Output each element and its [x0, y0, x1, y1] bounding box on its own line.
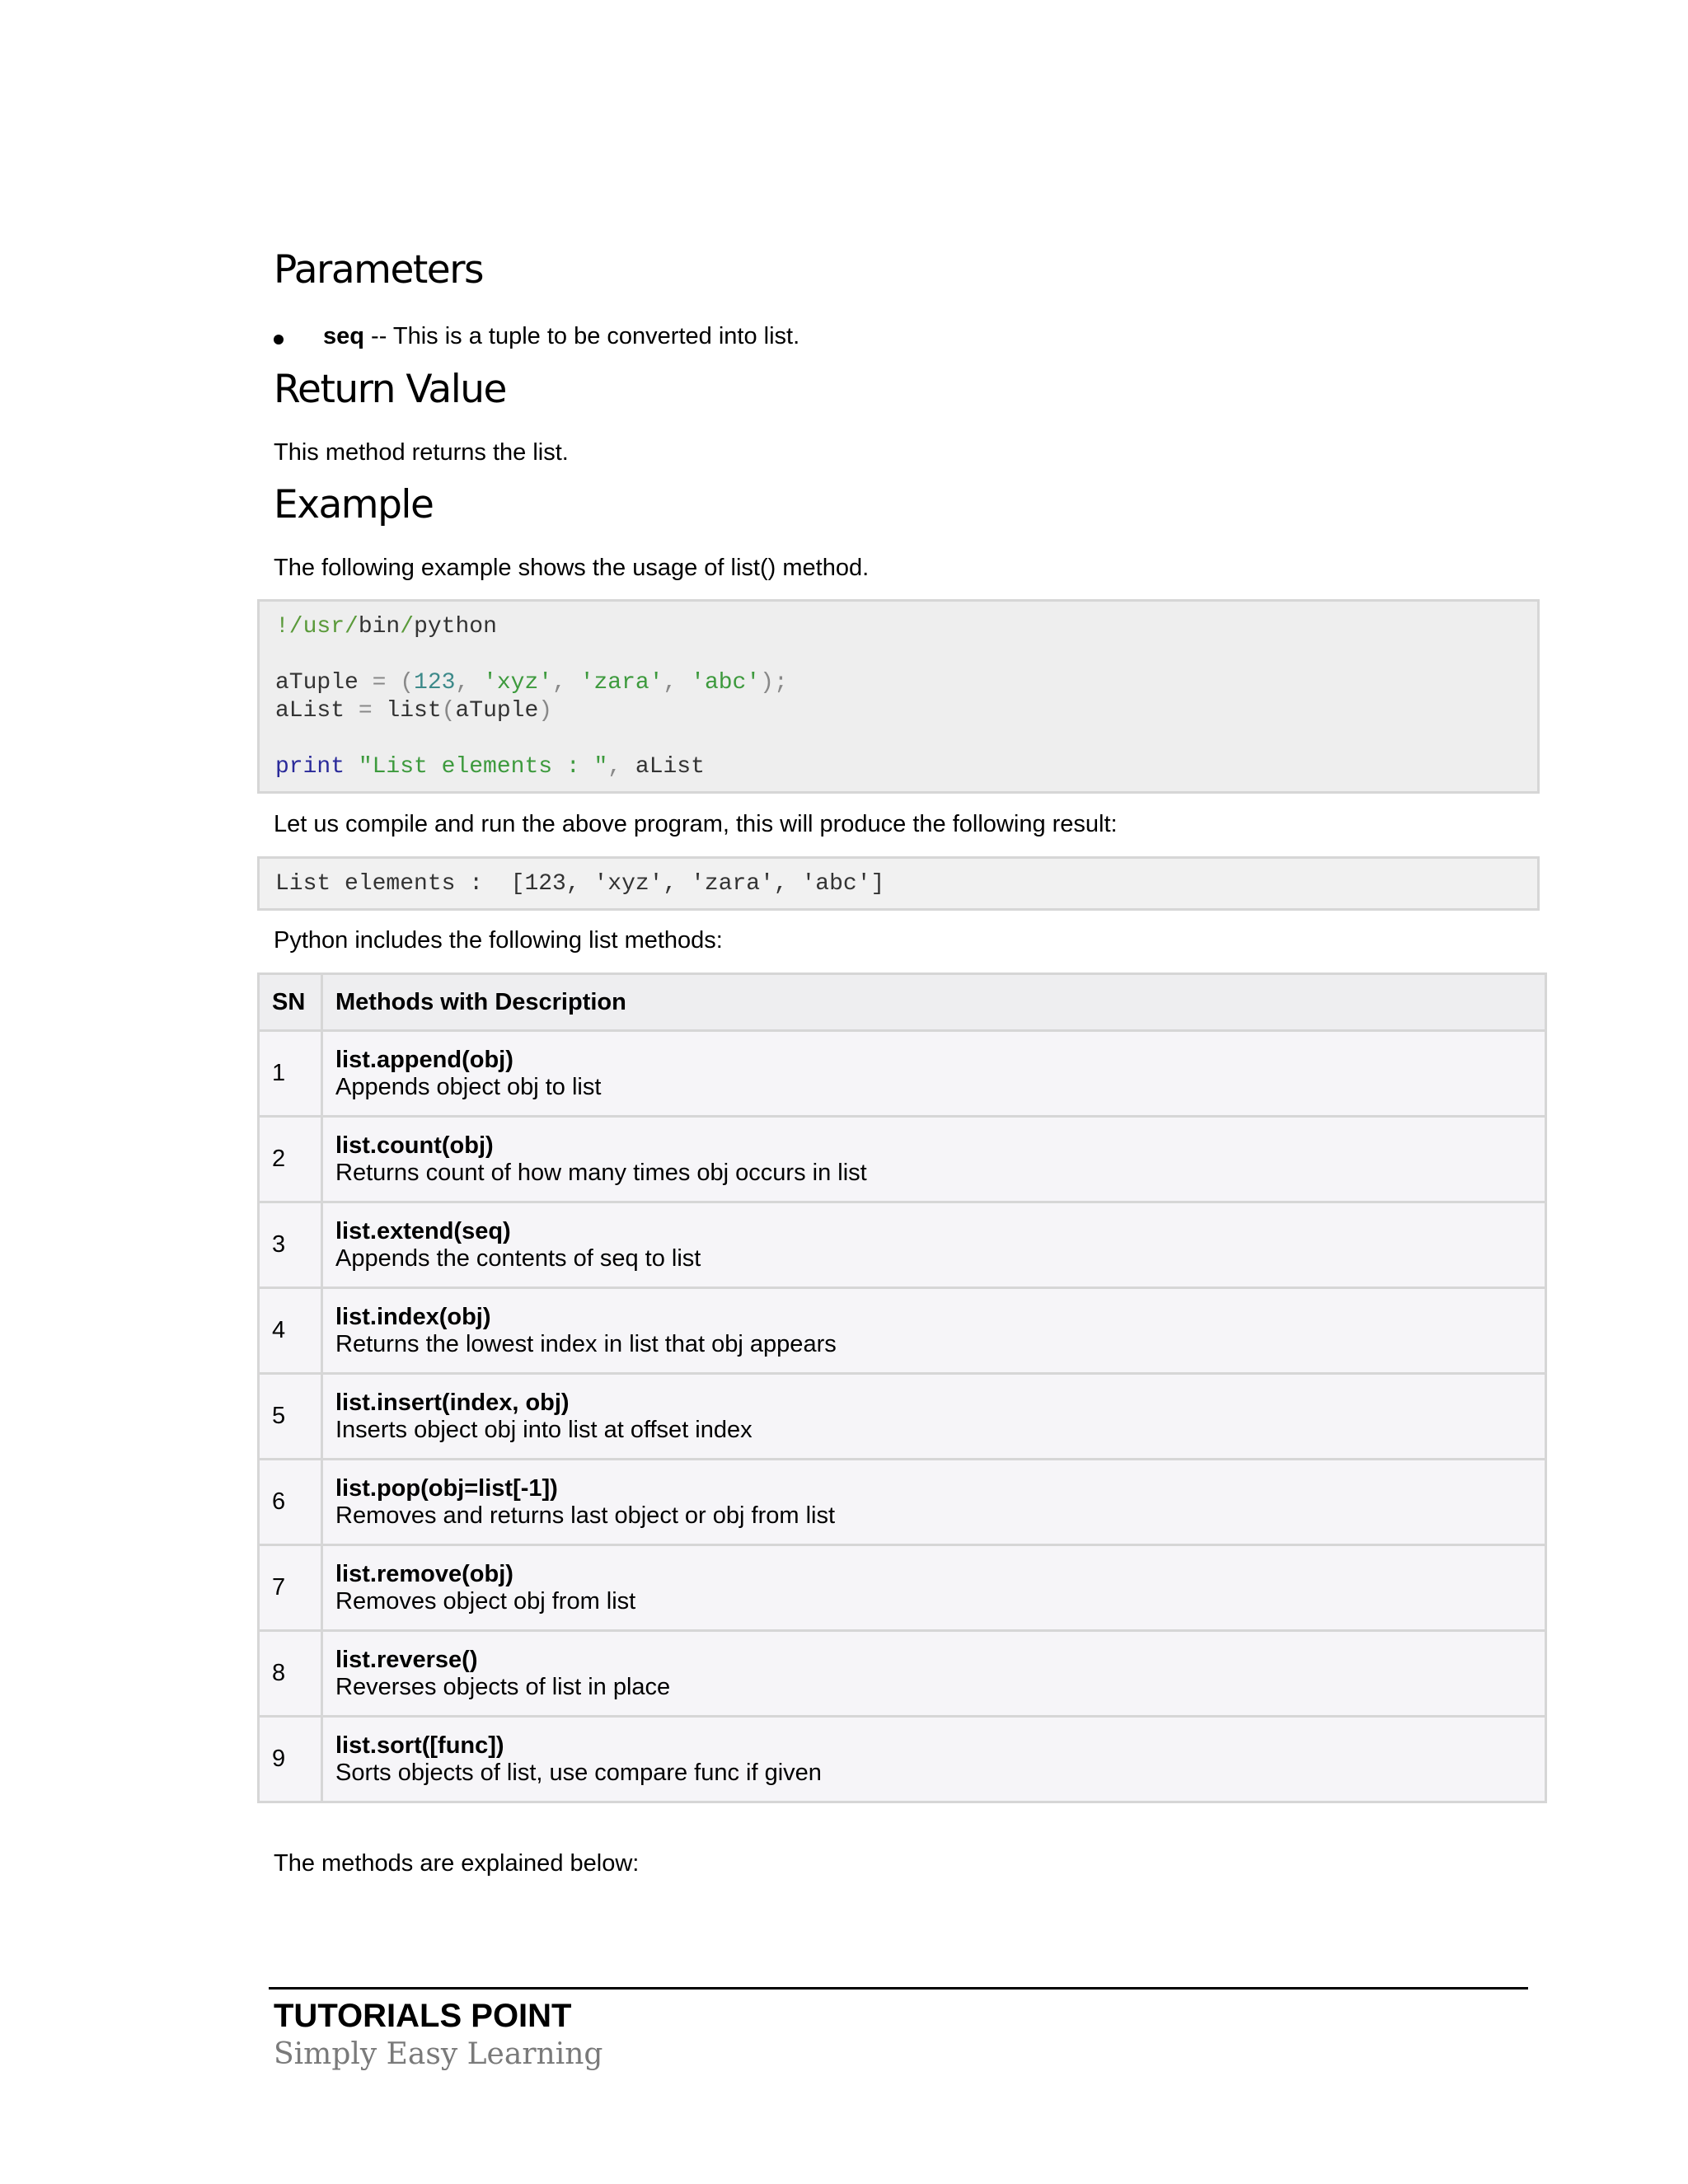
table-row [259, 1288, 1546, 1374]
example-heading: Example [274, 482, 434, 527]
method-cell [322, 1031, 1546, 1117]
method-cell [322, 1374, 1546, 1460]
parameter-description: -- This is a tuple to be converted into list. [363, 323, 800, 349]
method-description: Returns the lowest index in list that obj appears [335, 1330, 837, 1357]
return-value-text: This method returns the list. [274, 439, 569, 466]
method-name: list.reverse() [335, 1646, 478, 1673]
parameter-text [323, 323, 799, 350]
row-number: 1 [259, 1031, 322, 1117]
code-block [257, 599, 1540, 794]
bullet-icon [274, 335, 284, 344]
method-name: list.append(obj) [335, 1046, 513, 1073]
table-row [259, 1202, 1546, 1288]
methods-explained-text: The methods are explained below: [274, 1850, 640, 1877]
method-description: Sorts objects of list, use compare func if given [335, 1759, 822, 1786]
method-cell [322, 1288, 1546, 1374]
column-header-methods: Methods with Description [322, 974, 1546, 1031]
row-number: 2 [259, 1117, 322, 1202]
method-cell [322, 1202, 1546, 1288]
method-name: list.extend(seq) [335, 1217, 511, 1244]
method-name: list.index(obj) [335, 1303, 491, 1330]
output-text: List elements : [123, 'xyz', 'zara', 'abc'] [275, 871, 885, 897]
output-block [257, 856, 1540, 911]
row-number: 3 [259, 1202, 322, 1288]
row-number: 4 [259, 1288, 322, 1374]
code-line-list: aList = list(aTuple) [275, 698, 553, 724]
method-description: Appends the contents of seq to list [335, 1244, 701, 1272]
method-name: list.remove(obj) [335, 1560, 513, 1587]
code-line-print: print "List elements : ", aList [275, 754, 705, 780]
method-name: list.pop(obj=list[-1]) [335, 1474, 558, 1502]
table-row [259, 1631, 1546, 1717]
table-row [259, 1545, 1546, 1631]
code-line-tuple: aTuple = (123, 'xyz', 'zara', 'abc'); [275, 670, 788, 696]
return-value-heading: Return Value [274, 367, 506, 412]
method-name: list.count(obj) [335, 1132, 494, 1159]
parameter-name: seq [323, 323, 364, 349]
table-row [259, 1717, 1546, 1802]
method-cell [322, 1117, 1546, 1202]
row-number: 9 [259, 1717, 322, 1802]
footer-brand: TUTORIALS POINT [274, 1998, 572, 2034]
method-cell [322, 1545, 1546, 1631]
method-description: Appends object obj to list [335, 1073, 602, 1100]
method-description: Inserts object obj into list at offset index [335, 1416, 753, 1443]
example-intro-text: The following example shows the usage of list() method. [274, 555, 870, 581]
code-line-shebang: !/usr/bin/python [275, 614, 497, 640]
row-number: 7 [259, 1545, 322, 1631]
row-number: 8 [259, 1631, 322, 1717]
table-row [259, 1031, 1546, 1117]
list-methods-table [257, 972, 1547, 1803]
method-name: list.insert(index, obj) [335, 1389, 570, 1416]
method-description: Removes and returns last object or obj from list [335, 1502, 836, 1529]
compile-run-text: Let us compile and run the above program, this will produce the following result: [274, 811, 1118, 837]
column-header-sn: SN [259, 974, 322, 1031]
table-row [259, 1374, 1546, 1460]
table-row [259, 1117, 1546, 1202]
table-row [259, 1460, 1546, 1545]
row-number: 5 [259, 1374, 322, 1460]
method-cell [322, 1460, 1546, 1545]
table-header-row [259, 974, 1546, 1031]
method-description: Removes object obj from list [335, 1587, 636, 1615]
footer-tagline: Simply Easy Learning [274, 2037, 603, 2071]
method-cell [322, 1631, 1546, 1717]
method-cell [322, 1717, 1546, 1802]
row-number: 6 [259, 1460, 322, 1545]
parameters-heading: Parameters [274, 247, 484, 293]
method-description: Returns count of how many times obj occurs in list [335, 1159, 867, 1186]
list-methods-intro: Python includes the following list methods: [274, 927, 723, 954]
method-description: Reverses objects of list in place [335, 1673, 671, 1700]
footer-divider [269, 1987, 1528, 1990]
method-name: list.sort([func]) [335, 1732, 504, 1759]
